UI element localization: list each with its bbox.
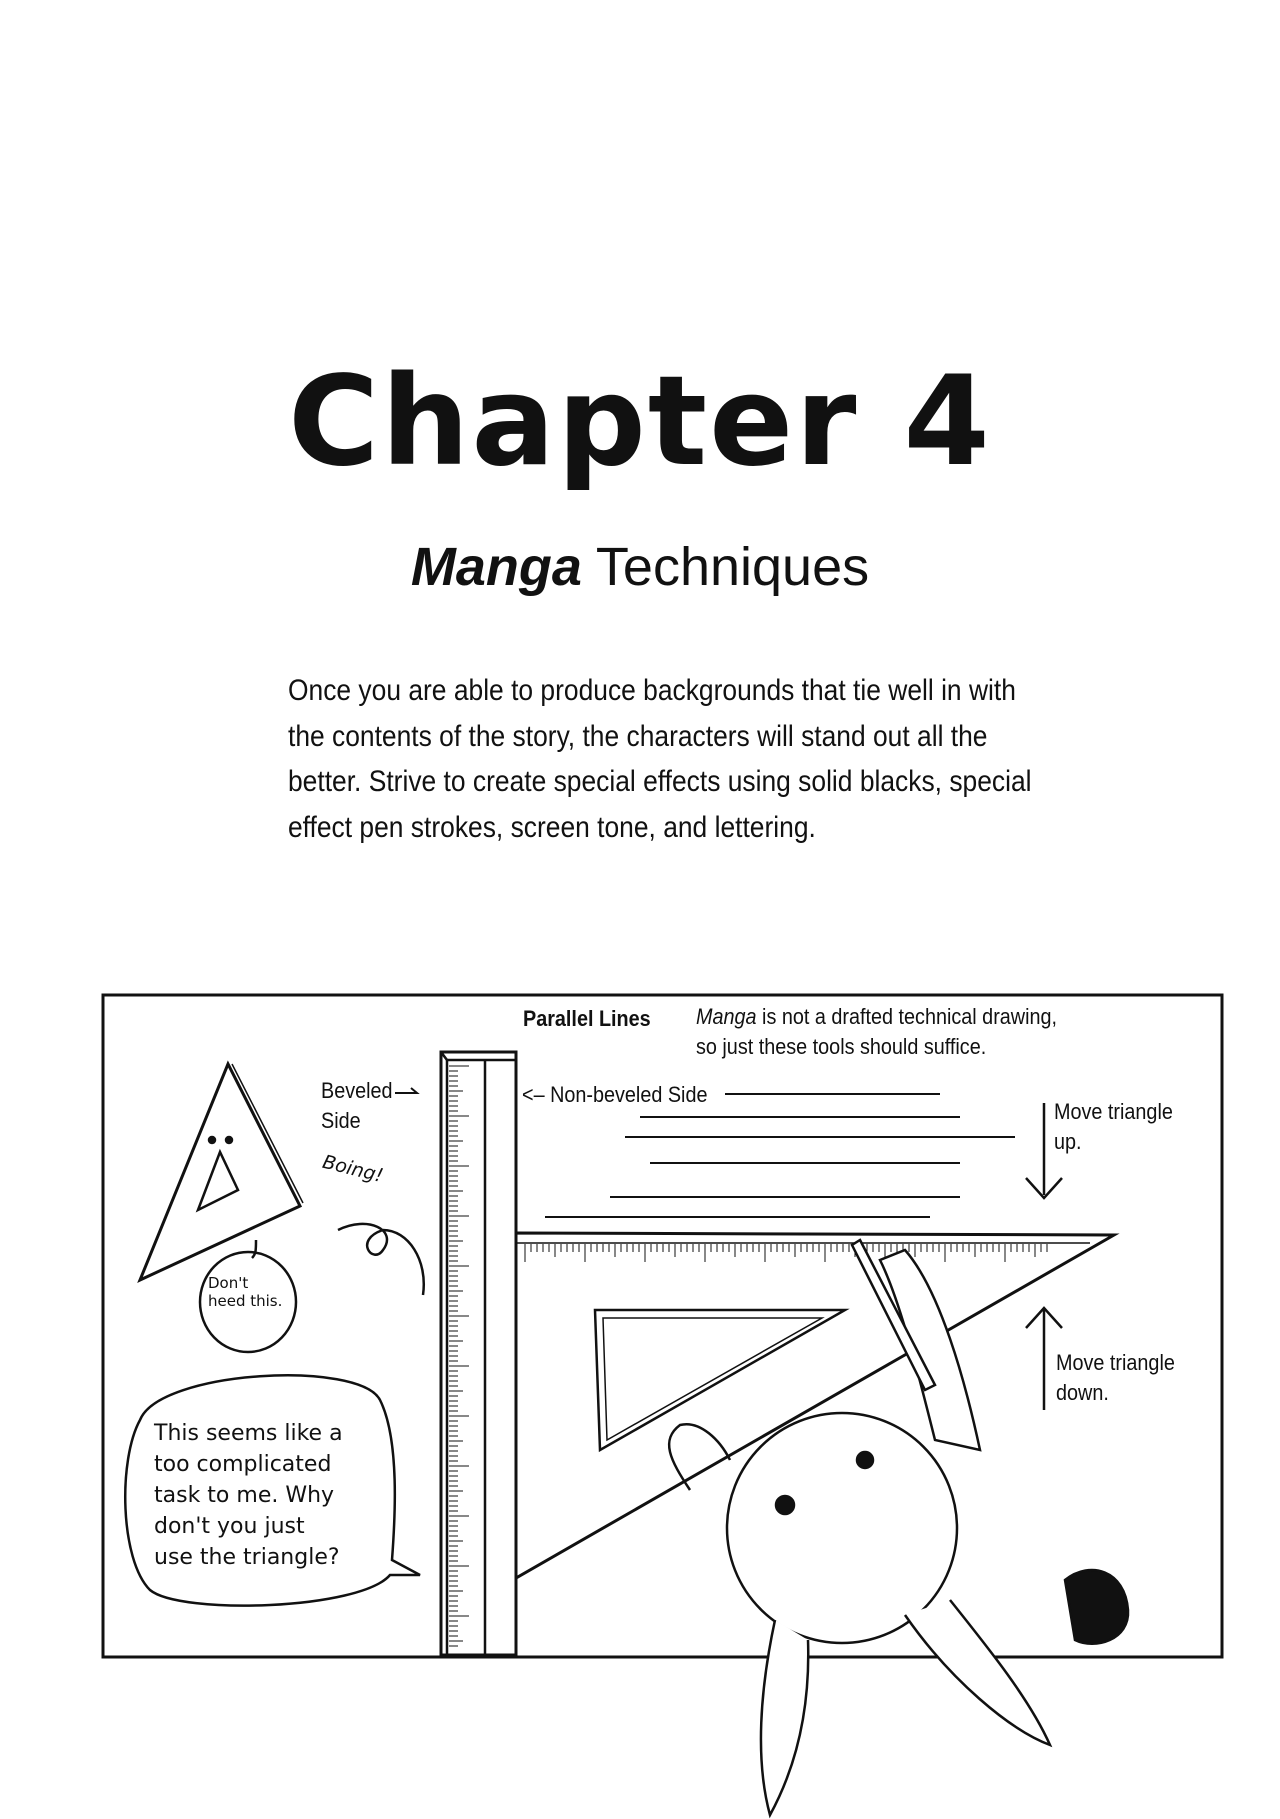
big-bubble-line: too complicated — [154, 1452, 332, 1477]
caption-line-1 — [696, 1002, 1057, 1032]
caption-italic: Manga — [696, 1004, 757, 1029]
big-bubble-line: task to me. Why — [154, 1483, 335, 1508]
boing-sfx: Boing! — [320, 1150, 386, 1188]
big-bubble-line: don't you just — [154, 1514, 305, 1539]
move-up-label-1: Move triangle — [1054, 1099, 1173, 1124]
subtitle-rest: Techniques — [581, 537, 870, 597]
illustration-heading — [523, 1004, 651, 1034]
chapter-title: Chapter 4 — [288, 350, 992, 494]
chapter-subtitle — [0, 538, 1280, 597]
beveled-label-2: Side — [321, 1108, 361, 1133]
caption-line-2: so just these tools should suffice. — [696, 1034, 987, 1059]
ruler-drawing — [441, 1052, 516, 1655]
heading-text: Parallel Lines — [523, 1006, 651, 1031]
small-bubble-line: heed this. — [208, 1292, 283, 1310]
intro-paragraph: Once you are able to produce backgrounds that tie well in with the contents of the story, the characters will stand out all the better. Strive to create special effects using solid blacks, special effect pen strokes, screen tone, and lettering. — [288, 674, 1032, 844]
move-down-label-2: down. — [1056, 1380, 1109, 1405]
small-bubble-text — [208, 1274, 282, 1310]
non-beveled-label: <– Non-beveled Side — [522, 1082, 708, 1107]
big-bubble-line: use the triangle? — [154, 1545, 340, 1570]
parallel-lines — [545, 1094, 1015, 1217]
move-up-label-2: up. — [1054, 1129, 1082, 1154]
move-down-label-1: Move triangle — [1056, 1350, 1175, 1375]
big-bubble-text — [154, 1418, 343, 1573]
subtitle-italic: Manga — [410, 537, 582, 597]
beveled-label-1: Beveled — [321, 1078, 393, 1103]
big-bubble-line: This seems like a — [154, 1421, 343, 1446]
small-bubble-line: Don't — [208, 1274, 249, 1292]
caption-rest: is not a drafted technical drawing, — [756, 1004, 1058, 1029]
